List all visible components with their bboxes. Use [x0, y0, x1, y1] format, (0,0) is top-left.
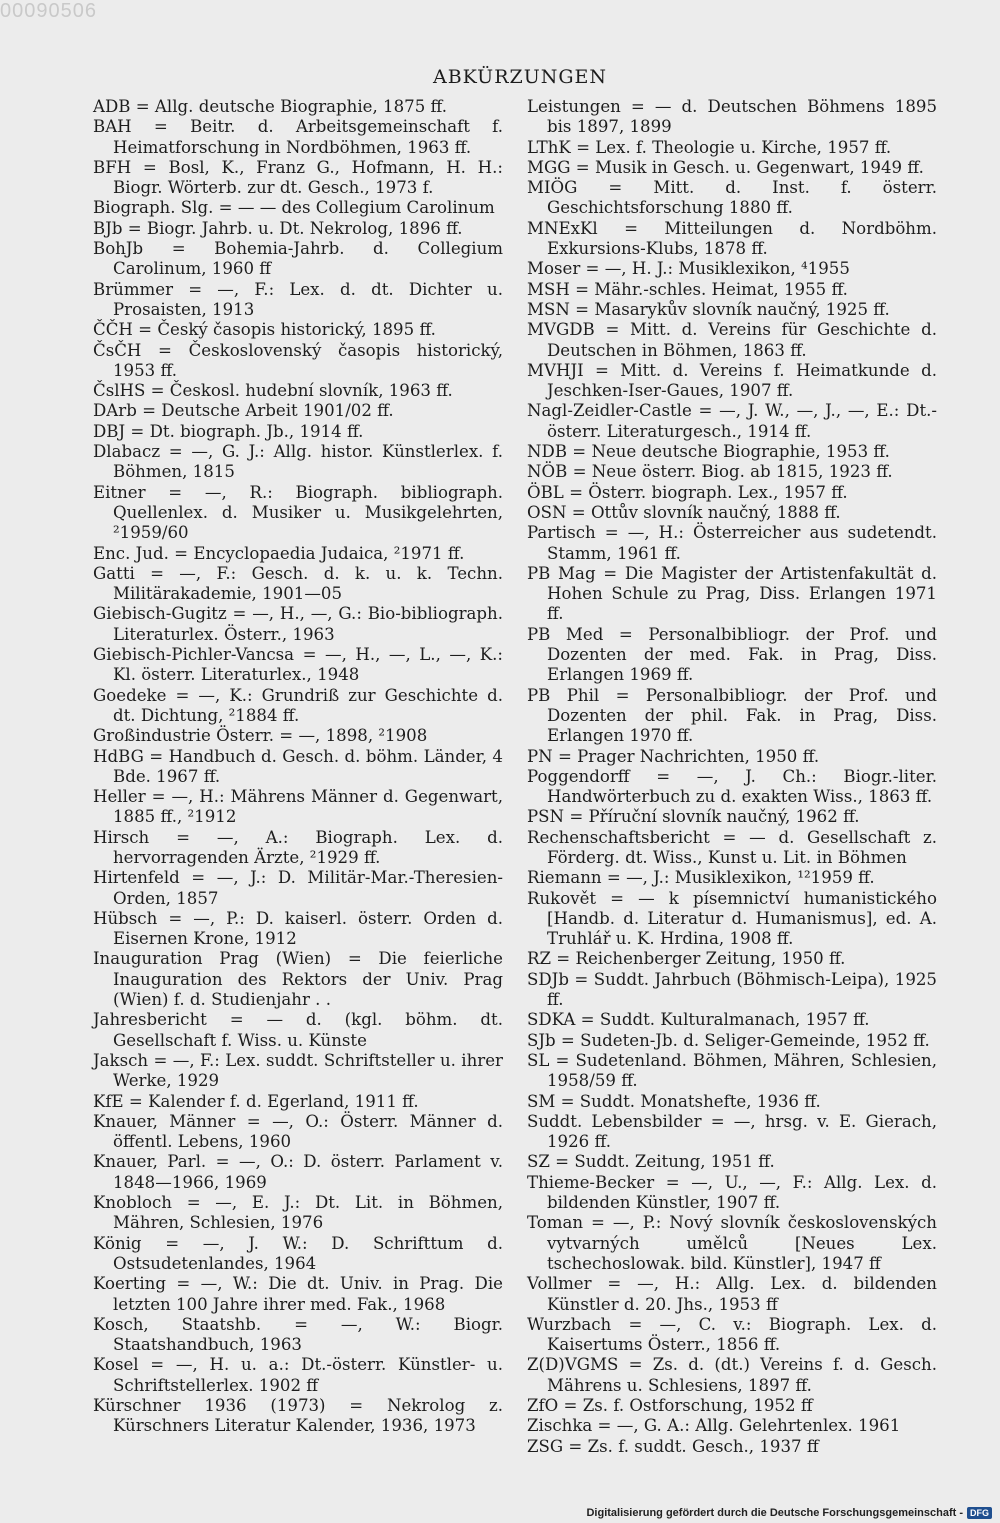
- abbreviation-entry: ČslHS = Českosl. hudební slovník, 1963 ff.: [93, 381, 453, 401]
- abbreviation-entry: Riemann = —, J.: Musiklexikon, ¹²1959 ff.: [527, 868, 875, 888]
- abbreviation-entry: Hübsch = —, P.: D. kaiserl. österr. Orden d. Eisernen Krone, 1912: [93, 908, 503, 949]
- abbreviation-entry: Zischka = —, G. A.: Allg. Gelehrtenlex. 1961: [527, 1416, 901, 1436]
- right-column: [527, 97, 937, 1457]
- abbreviation-entry: Biograph. Slg. = — — des Collegium Carolinum: [93, 198, 495, 218]
- abbreviation-entry: Hirsch = —, A.: Biograph. Lex. d. hervorragenden Ärzte, ²1929 ff.: [93, 827, 503, 867]
- abbreviation-entry: Jahresbericht = — d. (kgl. böhm. dt. Gesellschaft f. Wiss. u. Künste: [93, 1010, 503, 1050]
- abbreviation-entry: MSH = Mähr.-schles. Heimat, 1955 ff.: [527, 279, 848, 299]
- abbreviation-entry: Koerting = —, W.: Die dt. Univ. in Prag. Die letzten 100 Jahre ihrer med. Fak., 1968: [93, 1274, 503, 1314]
- abbreviation-entry: Leistungen = — d. Deutschen Böhmens 1895 bis 1897, 1899: [527, 97, 937, 137]
- abbreviation-entry: Eitner = —, R.: Biograph. bibliograph. Quellenlex. d. Musiker u. Musikgelehrten, ²1959/60: [93, 482, 503, 543]
- abbreviation-entry: KfE = Kalender f. d. Egerland, 1911 ff.: [93, 1091, 419, 1111]
- abbreviation-entry: PN = Prager Nachrichten, 1950 ff.: [527, 746, 820, 766]
- abbreviation-entry: MNExKl = Mitteilungen d. Nordböhm. Exkursions-Klubs, 1878 ff.: [527, 218, 937, 259]
- abbreviation-entry: Wurzbach = —, C. v.: Biograph. Lex. d. Kaisertums Österr., 1856 ff.: [527, 1314, 937, 1355]
- footer-text: Digitalisierung gefördert durch die Deutsche Forschungsgemeinschaft -: [586, 1507, 963, 1519]
- abbreviation-entry: Vollmer = —, H.: Allg. Lex. d. bildenden Künstler d. 20. Jhs., 1953 ff: [527, 1274, 937, 1314]
- abbreviation-entry: PB Mag = Die Magister der Artistenfakultät d. Hohen Schule zu Prag, Diss. Erlangen 1971 ff.: [527, 563, 937, 624]
- abbreviation-entry: ÖBL = Österr. biograph. Lex., 1957 ff.: [527, 482, 848, 502]
- abbreviation-entry: SJb = Sudeten-Jb. d. Seliger-Gemeinde, 1952 ff.: [527, 1030, 930, 1050]
- abbreviation-entry: PSN = Příruční slovník naučný, 1962 ff.: [527, 807, 860, 827]
- abbreviation-entry: Enc. Jud. = Encyclopaedia Judaica, ²1971 ff.: [93, 543, 465, 563]
- abbreviation-entry: Rechenschaftsbericht = — d. Gesellschaft z. Förderg. dt. Wiss., Kunst u. Lit. in Böhmen: [527, 827, 937, 867]
- abbreviation-entry: SL = Sudetenland. Böhmen, Mähren, Schlesien, 1958/59 ff.: [527, 1050, 937, 1091]
- abbreviation-entry: ČsČH = Československý časopis historický, 1953 ff.: [93, 340, 503, 380]
- abbreviation-entry: MVHJI = Mitt. d. Vereins f. Heimatkunde d. Jeschken-Iser-Gaues, 1907 ff.: [527, 360, 937, 401]
- abbreviation-entry: Suddt. Lebensbilder = —, hrsg. v. E. Gierach, 1926 ff.: [527, 1111, 937, 1152]
- abbreviation-entry: Kosch, Staatshb. = —, W.: Biogr. Staatshandbuch, 1963: [93, 1314, 503, 1355]
- abbreviation-entry: DBJ = Dt. biograph. Jb., 1914 ff.: [93, 421, 364, 441]
- abbreviation-entry: MGG = Musik in Gesch. u. Gegenwart, 1949 ff.: [527, 157, 924, 177]
- abbreviation-entry: Knobloch = —, E. J.: Dt. Lit. in Böhmen, Mähren, Schlesien, 1976: [93, 1193, 503, 1233]
- abbreviation-entry: Knauer, Parl. = —, O.: D. österr. Parlament v. 1848—1966, 1969: [93, 1152, 503, 1192]
- dfg-logo: DFG: [967, 1507, 992, 1519]
- abbreviation-entry: BJb = Biogr. Jahrb. u. Dt. Nekrolog, 1896 ff.: [93, 218, 463, 238]
- abbreviation-entry: NÖB = Neue österr. Biog. ab 1815, 1923 ff.: [527, 462, 893, 482]
- abbreviation-entry: Moser = —, H. J.: Musiklexikon, ⁴1955: [527, 259, 850, 279]
- abbreviation-entry: Rukovět = — k písemnictví humanistického [Handb. d. Literatur d. Humanismus], ed. A. Truhlář u. K. Hrdina, 1908 ff.: [527, 888, 937, 949]
- abbreviation-entry: BFH = Bosl, K., Franz G., Hofmann, H. H.: Biogr. Wörterb. zur dt. Gesch., 1973 f.: [93, 157, 503, 198]
- abbreviation-entry: OSN = Ottův slovník naučný, 1888 ff.: [527, 502, 841, 522]
- abbreviation-entry: Giebisch-Pichler-Vancsa = —, H., —, L., —, K.: Kl. österr. Literaturlex., 1948: [93, 645, 503, 685]
- abbreviation-entry: Giebisch-Gugitz = —, H., —, G.: Bio-bibliograph. Literaturlex. Österr., 1963: [93, 604, 503, 644]
- abbreviation-entry: SDKA = Suddt. Kulturalmanach, 1957 ff.: [527, 1010, 870, 1030]
- abbreviation-entry: SDJb = Suddt. Jahrbuch (Böhmisch-Leipa), 1925 ff.: [527, 969, 937, 1010]
- abbreviation-entry: SM = Suddt. Monatshefte, 1936 ff.: [527, 1091, 821, 1111]
- abbreviation-entry: Dlabacz = —, G. J.: Allg. histor. Künstlerlex. f. Böhmen, 1815: [93, 442, 503, 482]
- abbreviation-entry: LThK = Lex. f. Theologie u. Kirche, 1957 ff.: [527, 137, 892, 157]
- scan-id: 00090506: [0, 0, 97, 22]
- abbreviation-entry: MVGDB = Mitt. d. Vereins für Geschichte d. Deutschen in Böhmen, 1863 ff.: [527, 320, 937, 360]
- abbreviation-entry: SZ = Suddt. Zeitung, 1951 ff.: [527, 1152, 775, 1172]
- abbreviation-entry: Inauguration Prag (Wien) = Die feierliche Inauguration des Rektors der Univ. Prag (Wien) f. d. Studienjahr . .: [93, 949, 503, 1010]
- abbreviation-entry: MIÖG = Mitt. d. Inst. f. österr. Geschichtsforschung 1880 ff.: [527, 178, 937, 218]
- abbreviation-entry: Knauer, Männer = —, O.: Österr. Männer d. öffentl. Lebens, 1960: [93, 1111, 503, 1152]
- abbreviation-entry: PB Phil = Personalbibliogr. der Prof. und Dozenten der phil. Fak. in Prag, Diss. Erlangen 1970 ff.: [527, 685, 937, 746]
- abbreviation-entry: HdBG = Handbuch d. Gesch. d. böhm. Länder, 4 Bde. 1967 ff.: [93, 746, 503, 786]
- page-title: ABKÜRZUNGEN: [432, 66, 608, 88]
- abbreviation-entry: Goedeke = —, K.: Grundriß zur Geschichte d. dt. Dichtung, ²1884 ff.: [93, 685, 503, 725]
- left-column: [93, 97, 503, 1437]
- abbreviation-entry: Kosel = —, H. u. a.: Dt.-österr. Künstler- u. Schriftstellerlex. 1902 ff: [93, 1355, 503, 1395]
- abbreviation-entry: Brümmer = —, F.: Lex. d. dt. Dichter u. Prosaisten, 1913: [93, 279, 503, 319]
- abbreviation-entry: Hirtenfeld = —, J.: D. Militär-Mar.-Theresien-Orden, 1857: [93, 868, 503, 908]
- abbreviation-entry: BAH = Beitr. d. Arbeitsgemeinschaft f. Heimatforschung in Nordböhmen, 1963 ff.: [93, 117, 503, 157]
- abbreviation-entry: ČČH = Český časopis historický, 1895 ff.: [93, 320, 436, 340]
- abbreviation-entry: Heller = —, H.: Mährens Männer d. Gegenwart, 1885 ff., ²1912: [93, 787, 503, 827]
- abbreviation-entry: RZ = Reichenberger Zeitung, 1950 ff.: [527, 949, 846, 969]
- abbreviation-entry: DArb = Deutsche Arbeit 1901/02 ff.: [93, 401, 394, 421]
- abbreviation-entry: Poggendorff = —, J. Ch.: Biogr.-liter. Handwörterbuch zu d. exakten Wiss., 1863 ff.: [527, 766, 937, 807]
- abbreviation-entry: PB Med = Personalbibliogr. der Prof. und Dozenten der med. Fak. in Prag, Diss. Erlangen 1969 ff.: [527, 624, 937, 685]
- abbreviation-entry: Z(D)VGMS = Zs. d. (dt.) Vereins f. d. Gesch. Mährens u. Schlesiens, 1897 ff.: [527, 1355, 937, 1395]
- abbreviation-entry: Toman = —, P.: Nový slovník československých vytvarných umělců [Neues Lex. tschechoslowak. bild. Künstler], 1947 ff: [527, 1213, 937, 1273]
- footer: [586, 1507, 992, 1519]
- abbreviation-entry: Partisch = —, H.: Österreicher aus sudetendt. Stamm, 1961 ff.: [527, 523, 937, 563]
- abbreviation-entry: Kürschner 1936 (1973) = Nekrolog z. Kürschners Literatur Kalender, 1936, 1973: [93, 1396, 503, 1436]
- abbreviation-entry: König = —, J. W.: D. Schrifttum d. Ostsudetenlandes, 1964: [93, 1233, 503, 1273]
- abbreviation-entry: NDB = Neue deutsche Biographie, 1953 ff.: [527, 442, 890, 462]
- abbreviation-entry: Gatti = —, F.: Gesch. d. k. u. k. Techn. Militärakademie, 1901—05: [93, 563, 503, 604]
- abbreviation-entry: ZfO = Zs. f. Ostforschung, 1952 ff: [527, 1396, 813, 1415]
- abbreviation-entry: Jaksch = —, F.: Lex. suddt. Schriftsteller u. ihrer Werke, 1929: [93, 1050, 503, 1091]
- abbreviation-entry: ZSG = Zs. f. suddt. Gesch., 1937 ff: [527, 1436, 819, 1456]
- abbreviation-entry: MSN = Masarykův slovník naučný, 1925 ff.: [527, 299, 890, 319]
- abbreviation-entry: ADB = Allg. deutsche Biographie, 1875 ff.: [93, 97, 447, 116]
- abbreviation-entry: Nagl-Zeidler-Castle = —, J. W., —, J., —, E.: Dt.-österr. Literaturgesch., 1914 ff.: [527, 401, 937, 441]
- abbreviation-entry: Thieme-Becker = —, U., —, F.: Allg. Lex. d. bildenden Künstler, 1907 ff.: [527, 1172, 937, 1213]
- abbreviation-entry: Großindustrie Österr. = —, 1898, ²1908: [93, 726, 428, 746]
- abbreviation-entry: BohJb = Bohemia-Jahrb. d. Collegium Carolinum, 1960 ff: [93, 239, 503, 279]
